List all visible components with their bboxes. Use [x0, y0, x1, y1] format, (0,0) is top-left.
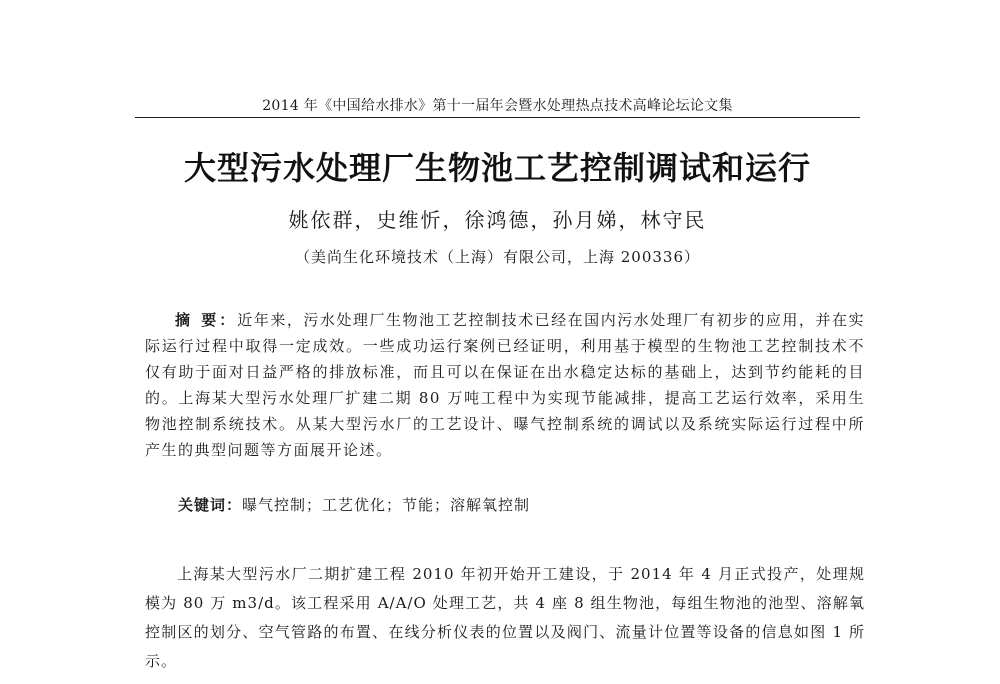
keywords-label: 关键词： — [178, 496, 243, 514]
keywords-block — [178, 494, 858, 515]
abstract-text: 近年来，污水处理厂生物池工艺控制技术已经在国内污水处理厂有初步的应用，并在实际运行过程中取得一定成效。一些成功运行案例已经证明，利用基于模型的生物池工艺控制技术不仅有助于面对日益严格的排放标准，而且可以在保证在出水稳定达标的基础上，达到节约能耗的目的。上海某大型污水处理厂扩建二期 80 万吨工程中为实现节能减排，提高工艺运行效率，采用生物池控制系统技术。从某大型污水厂的工艺设计、曝气控制系统的调试以及系统实际运行过程中所产生的典型问题等方面展开论述。 — [145, 311, 865, 459]
paper-title: 大型污水处理厂生物池工艺控制调试和运行 — [183, 149, 811, 187]
author-list: 姚依群，史维忻，徐鸿德，孙月娣，林守民 — [288, 208, 707, 232]
keywords-text: 曝气控制；工艺优化；节能；溶解氧控制 — [242, 496, 531, 514]
body-paragraph: 上海某大型污水厂二期扩建工程 2010 年初开始开工建设，于 2014 年 4 月正式投产，处理规模为 80 万 m3/d。该工程采用 A/A/O 处理工艺，共 4 座 8 组生物池，每组生物池的池型、溶解氧控制区的划分、空气管路的布置、在线分析仪表的位置以及阀门、流量计位置等设备的信息如图 1 所示。 — [145, 565, 865, 670]
running-header: 2014 年《中国给水排水》第十一届年会暨水处理热点技术高峰论坛论文集 — [262, 98, 733, 114]
abstract-label: 摘 要： — [175, 311, 238, 329]
abstract-block — [145, 307, 865, 463]
author-affiliation: （美尚生化环境技术（上海）有限公司，上海 200336） — [294, 248, 701, 266]
header-divider — [135, 117, 860, 118]
